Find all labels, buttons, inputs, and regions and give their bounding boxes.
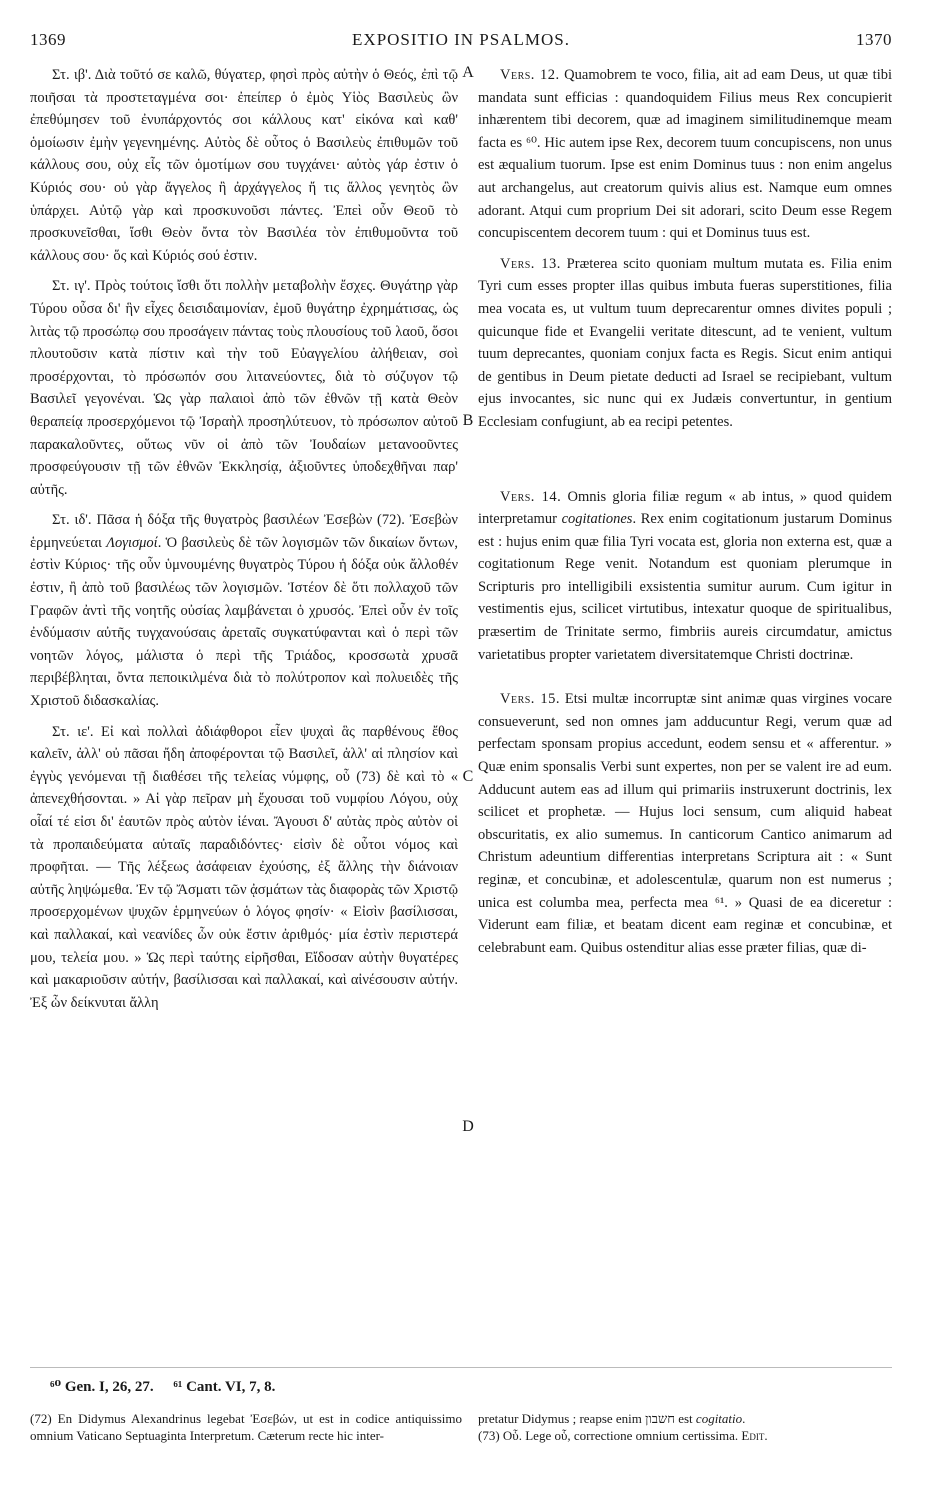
scripture-ref-61: ⁶¹ Cant. VI, 7, 8.: [173, 1379, 276, 1395]
running-header: [30, 30, 892, 56]
latin-verse-13: Vers. 13. Præterea scito quoniam multum mutata es. Filia enim Tyri cum esses propter illas quibus imbuta fueras superstitiones, filia mea vocata es, ut vultum tuum deprecarentur omnes divites populi ; quicunque fide et Evangelii veritate ditescunt, ad te venient, vultum tuum deprecantes, quoniam conjux facta es Regis. Sicut enim antiqui de gentibus in Deum pietate deducti ad Israel se recipiebant, vultum ejus invocantes, sic nunc qui ex Judæis convertuntur, in gentium Ecclesiam confugiunt, ab ea recipi petentes.: [478, 255, 893, 430]
page-number-right: 1370: [856, 30, 892, 49]
greek-column: [30, 64, 458, 1014]
latin-verse-15: Vers. 15. Etsi multæ incorruptæ sint animæ quas virgines vocare consueverunt, sed non omnes jam adducuntur Regi, verum quæ ad perfectam sponsam propius accedunt, eodem sensu et « afferentur. » Quæ enim sponsalis Verbi sunt expertes, non per se valent ire ad eum. Adducunt autem eas ad illum qui primariis instruxerunt doctrinis, lex scilicet et prophetæ. — Hujus loci sensum, cum aliquid habeat obscuritatis, ex alio sumemus. In canticorum Cantico animarum ad Christum adeuntium differentias interpretans Scriptura ait : « Sunt reginæ, et concubinæ, et adolescentulæ, quarum non est numerus ; unica est columba mea, perfecta mea ⁶¹. » Quasi de ea diceretur : Viderunt eam filiæ, et beatam dicent eam reginæ et concubinæ, et celebrabunt eam. Quibus ostenditur alias esse præter filias, quæ di-: [478, 691, 892, 956]
greek-verse-13: Στ. ιγ'. Πρὸς τούτοις ἴσθι ὅτι πολλὴν μεταβολὴν ἔσχες. Θυγάτηρ γὰρ Τύρου οὖσα δι' ἣν εἶχες δεισιδαιμονίαν, ἐμοῦ θυγάτηρ ἐχρημάτισας, ὡς λιτὰς τῷ προσώπῳ σου προσάγειν πάντας τοὺς πλουσίους τοῦ λαοῦ, ὅσοι πλουτοῦσιν κατὰ πίστιν καὶ τὴν τοῦ Εὐαγγελίου ἀλήθειαν, σοὶ προσέρχονται, τὸ πρόσωπόν σου λιτανεύοντες, διὰ τὸ σύζυγον τῷ Βασιλεῖ γεγονέναι. Ὡς γὰρ παλαιοὶ ἀπὸ τῶν ἐθνῶν τῇ κατὰ Θεὸν θεραπείᾳ προσερχόμενοι τῷ Ἰσραὴλ προσηλύτευον, τὸ πρόσωπον αὐτοῦ παρακαλοῦντες, οὕτως νῦν οἱ ἀπὸ τῶν Ἰουδαίων μετανοοῦντες προσφεύγουσιν τῇ τῶν ἐθνῶν Ἐκκλησίᾳ, ἀξιοῦντες ὑποδεχθῆναι παρ' αὐτῆς.: [30, 278, 458, 498]
margin-letter-d: D: [462, 1118, 474, 1135]
latin-verse-12: Vers. 12. Quamobrem te voco, filia, ait ad eam Deus, ut quæ tibi mandata sunt efficias : quandoquidem Filius meus Rex concupierit inhærentem tibi decorem, quæ ad imaginem similitudinemque meam facta es ⁶⁰. Hic autem ipse Rex, decorem tuum concupiscens, non unus est æqualium tuorum. Ipse est enim Dominus tuus : non enim angelus aut archangelus, aut creatorum quivis alius est. Namque eum omnes adorant. Atqui cum proprium Dei sit adorari, scito Deum esse Regem concupiscentem decorem tuum : qui et Dominus tuus est.: [478, 67, 892, 242]
footnote-72: (72) En Didymus Alexandrinus legebat Ἐσεβών, ut est in codice antiquissimo omnium Vaticano Septuaginta Interpretum. Cæterum recte hic inter-: [30, 1411, 462, 1443]
page-number-left: 1369: [30, 30, 66, 49]
footnotes-right: [478, 1410, 892, 1444]
scripture-ref-60: ⁶⁰ Gen. I, 26, 27.: [50, 1379, 154, 1395]
greek-verse-12: Στ. ιβ'. Διὰ τοῦτό σε καλῶ, θύγατερ, φησὶ πρὸς αὐτὴν ὁ Θεός, ἐπὶ τῷ ποιῆσαι τὰ προστεταγμένα σοι· ἐπείπερ ὁ ἐμὸς Υἱὸς Βασιλεὺς ὢν ἐπεθύμησεν τοῦ ἐνυπάρχοντός σοι κάλλους κατ' εἰκόνα καὶ καθ' ὁμοίωσιν ἐμὴν γεγενημένης. Αὐτὸς δὲ οὗτος ὁ Βασιλεὺς ἐπιθυμῶν τοῦ κάλλους σου, οὐχ εἷς τῶν ὁμοτίμων σου τυγχάνει· αὐτὸς γάρ ἐστιν ὁ Κύριός σου· οὐ γὰρ ἄγγελος ἢ ἀρχάγγελος ἤ τις ἄλλος γενητὸς ὢν ὑπάρχει. Αὐτῷ γὰρ καὶ προσκυνοῦσι πάντες. Ἐπεὶ οὖν Θεοῦ τὸ προσκυνεῖσθαι, ἴσθι Θεὸν ὄντα τὸν Βασιλέα τὸν ἐπιθυμοῦντα τοῦ κάλλους σου· ὅς καὶ Κύριός σού ἐστιν.: [30, 67, 458, 264]
margin-letter-b: B: [462, 412, 474, 429]
footnote-72-continued: pretatur Didymus ; reapse enim חשבון est cogitatio.: [478, 1411, 746, 1426]
latin-column: [478, 64, 892, 959]
footnotes-left: [30, 1410, 462, 1444]
margin-letter-c: C: [462, 768, 474, 785]
margin-letter-a: A: [462, 64, 474, 81]
greek-verse-14: Στ. ιδ'. Πᾶσα ἡ δόξα τῆς θυγατρὸς βασιλέων Ἐσεβὼν (72). Ἐσεβὼν ἑρμηνεύεται Λογισμοί. Ὁ βασιλεὺς δὲ τῶν λογισμῶν τῶν δικαίων ὄντων, ἐστὶν Κύριος· τῆς οὖν ὑμνουμένης θυγατρὸς Τύρου ἡ δόξα οὐκ ἄλλοθέν ἐστιν, ἢ ἀπὸ τοῦ βασιλέως τῶν λογισμῶν. Ἰστέον δὲ ὅτι πολλαχοῦ τῶν Γραφῶν ἀντὶ τῆς νοητῆς οὐσίας λαμβάνεται ὁ χρυσός. Ἐπεὶ οὖν ἐν τοῖς ἐνδύμασιν αὐτῆς τυγχανούσαις ἀρεταῖς συγκατύφανται καὶ ὁ περὶ τῶν νοητῶν λόγος, μάλιστα ὁ περὶ τῆς Τριάδος, κροσσωτὰ χρυσᾶ περιβέβληται, ὄντα πεποικιλμένα διὰ τὸ πολύτροπον καὶ πολυειδὲς τῆς Χριστοῦ διδασκαλίας.: [30, 512, 458, 710]
scripture-references: [50, 1377, 291, 1396]
footnote-rule: [30, 1367, 892, 1368]
running-title: EXPOSITIO IN PSALMOS.: [352, 30, 570, 49]
latin-verse-14: Vers. 14. Omnis gloria filiæ regum « ab intus, » quod quidem interpretamur cogitationes. Rex enim cogitationum justarum Dominus est : hujus enim quæ filia Tyri vocata est, gloria non externa est, quæ a cogitationum Rege venit. Notandum est quoniam plerumque in Scripturis pro intelligibili exsistentia sumitur aurum. Cum igitur in vestimentis ejus, scilicet virtutibus, intexatur quoque de spiritualibus, præsertim de Trinitate sermo, fimbriis aureis circumdatur, amictus varietatibus propter varietatem diversitatemque Christi doctrinæ.: [478, 488, 893, 663]
footnote-73: (73) Οὗ. Lege οὗ, correctione omnium certissima. Edit.: [478, 1428, 768, 1443]
greek-verse-15: Στ. ιε'. Εἰ καὶ πολλαὶ ἀδιάφθοροι εἶεν ψυχαὶ ἃς παρθένους ἔθος καλεῖν, ἀλλ' οὐ πᾶσαι ἤδη ἀποφέρονται τῷ Βασιλεῖ, ἀλλ' αἱ πλησίον καὶ ἐγγὺς γενόμεναι τῇ διαθέσει τῆς τελείας νύμφης, οὗ (73) δὲ καὶ τὸ « ἀπενεχθήσονται. » Αἱ γὰρ πεῖραν μὴ ἔχουσαι τοῦ νυμφίου Λόγου, οὐχ οἷαί τέ εἰσι δι' ἑαυτῶν πρὸς αὐτὸν ἰέναι. Ἄγουσι δ' αὐτὰς πρὸς αὐτὸν οἱ τὰ προπαιδεύματα αὐταῖς παραδιδόντες· εἰσὶν δὲ οὗτοι νόμος καὶ προφῆται. — Τῆς λέξεως ἀσάφειαν ἐχούσης, ἐξ ἄλλης τὴν διάνοιαν αὐτῆς ληψώμεθα. Ἐν τῷ Ἄσματι τῶν ᾀσμάτων τὰς διαφορὰς τῶν Χριστῷ προσερχομένων ψυχῶν ἑρμηνεύων ὁ λόγος φησίν· « Εἰσὶν βασίλισσαι, καὶ παλλακαί, καὶ νεανίδες ὧν οὐκ ἔστιν ἀριθμός· μία ἐστὶν περιστερά μου, τελεία μου. » Ὡς περὶ ταύτης εἰρῆσθαι, Εἴδοσαν αὐτὴν θυγατέρες καὶ μακαριοῦσιν αὐτήν, βασίλισσαι καὶ παλλακαί, καὶ αἰνέσουσιν αὐτήν. Ἐξ ὧν δείκνυται ἄλλη: [30, 723, 458, 1011]
